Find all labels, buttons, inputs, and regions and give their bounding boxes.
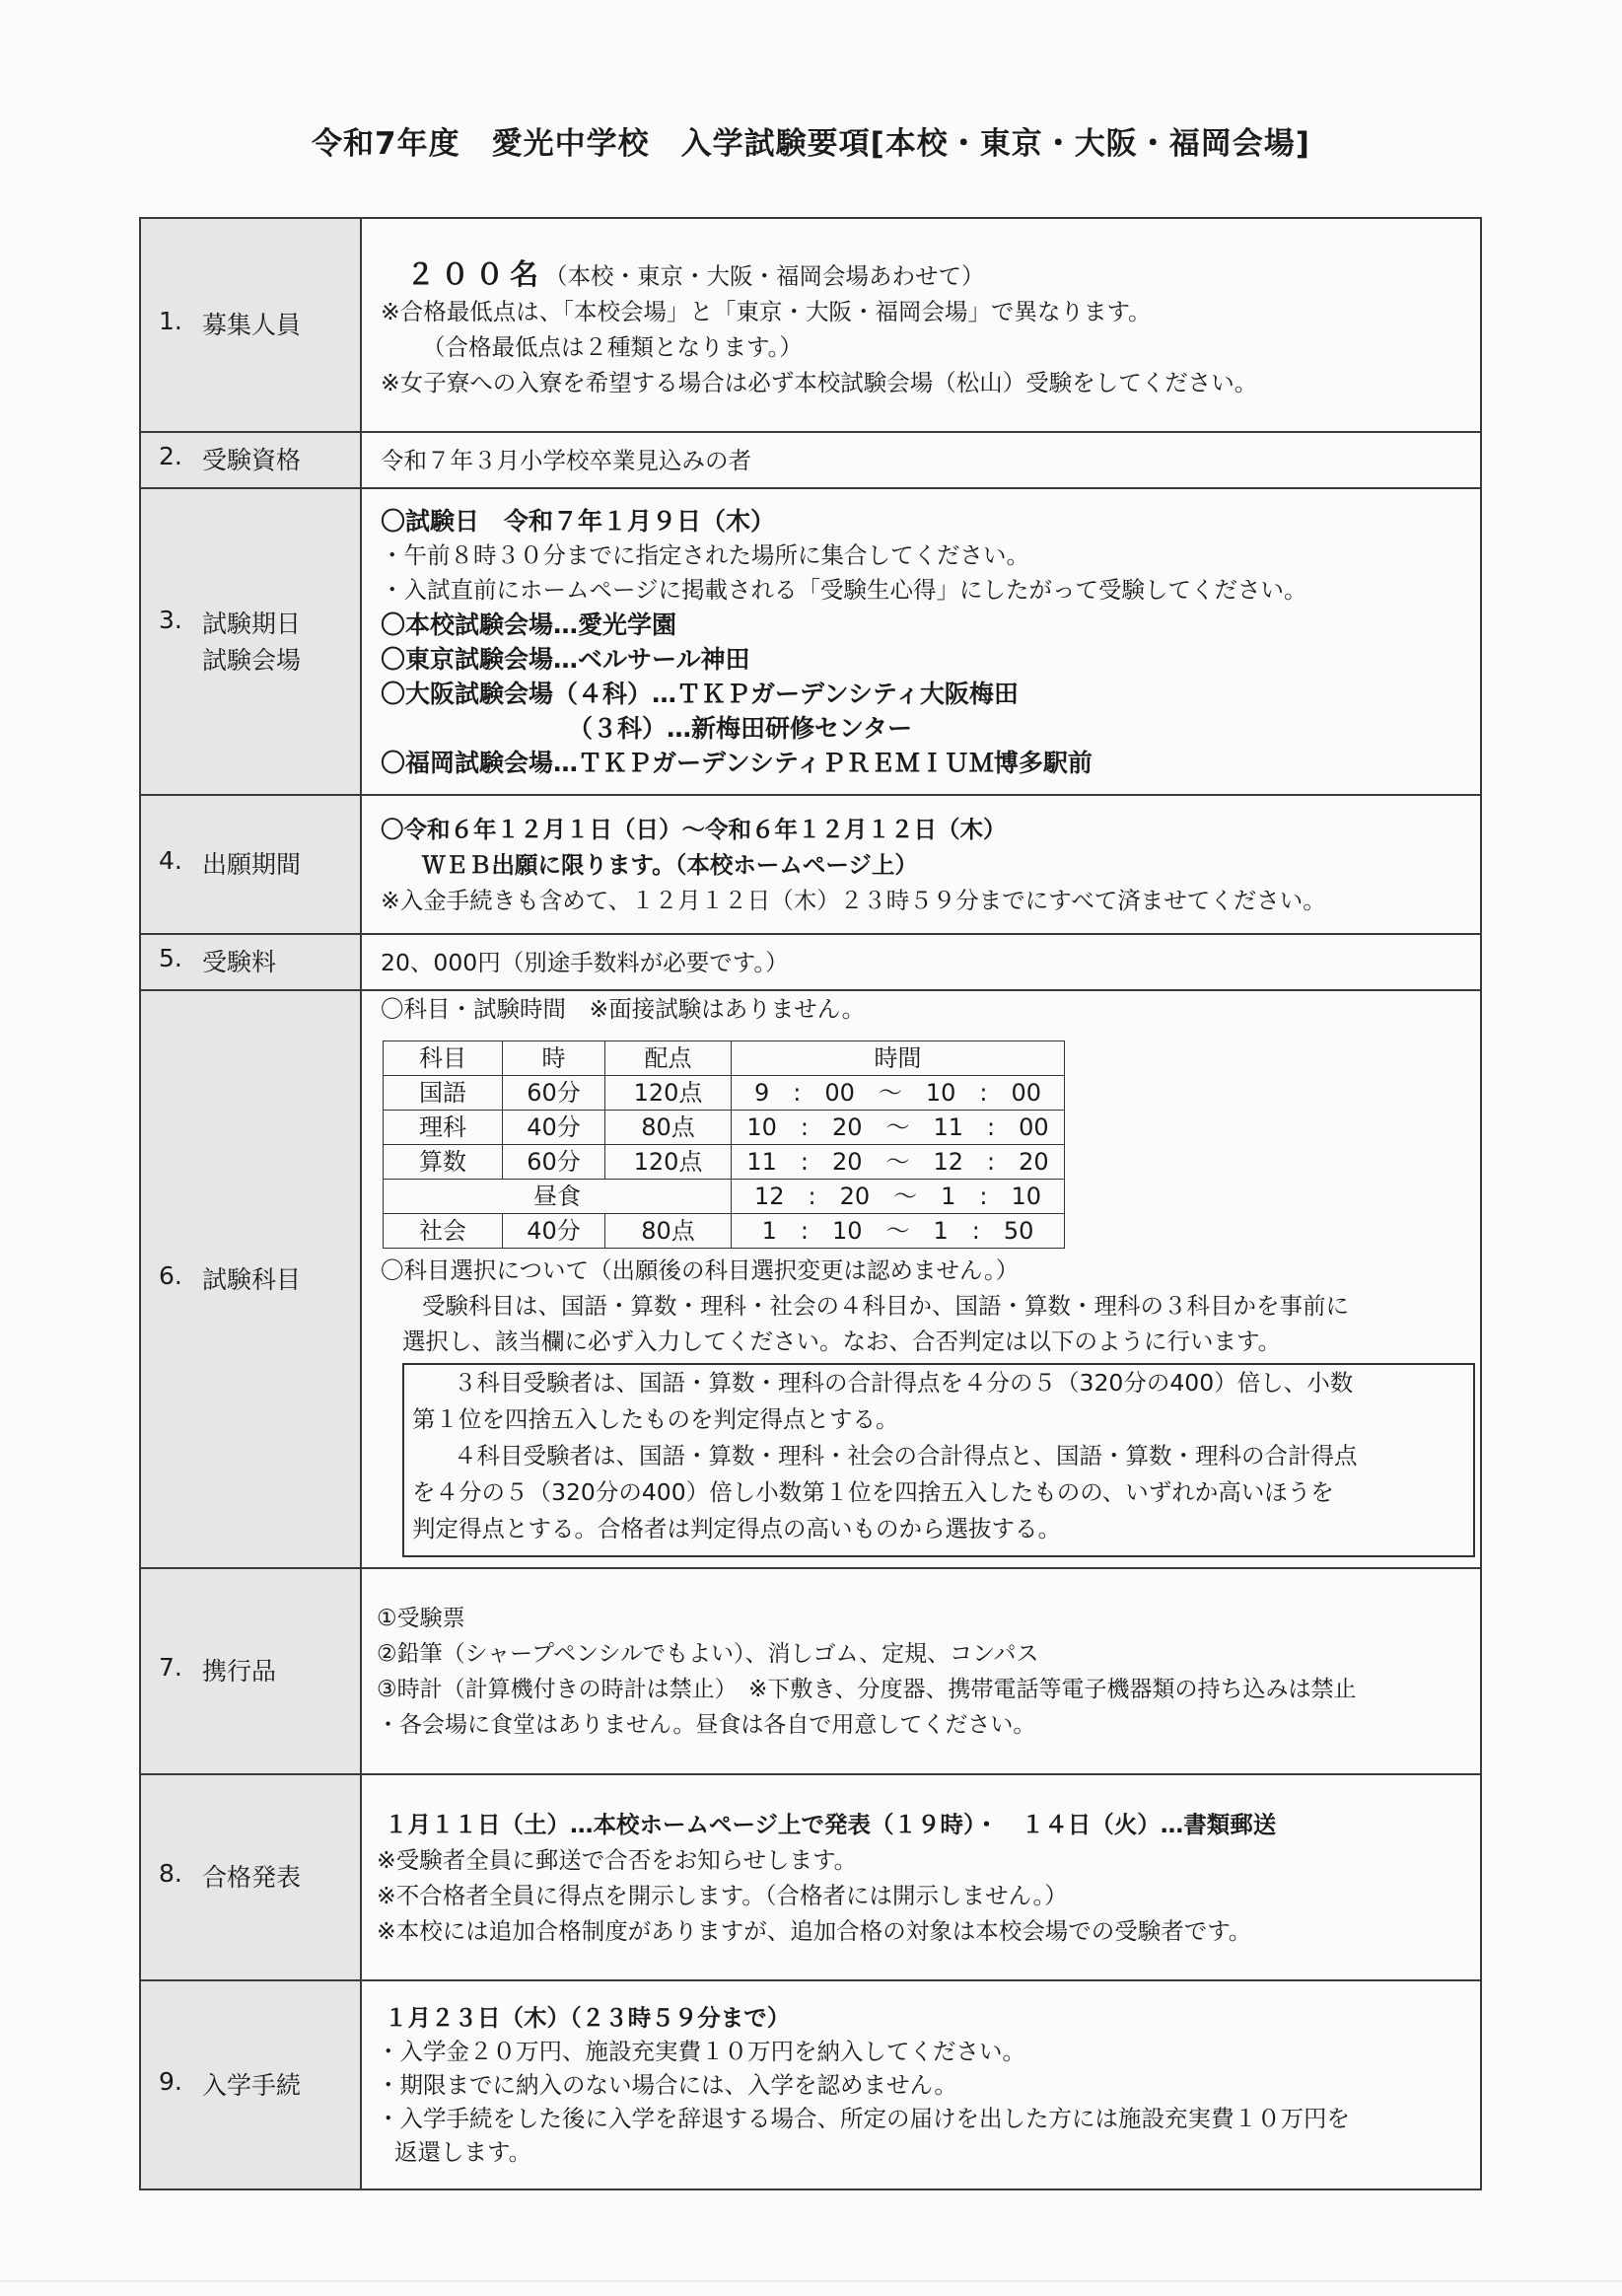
table-cell: 60分 (503, 1145, 605, 1180)
row-label (140, 990, 361, 1568)
table-header-cell: 科目 (384, 1041, 503, 1076)
web-application-note: ＷＥＢ出願に限ります。（本校ホームページ上） (422, 850, 918, 879)
note-line: ※本校には追加合格制度がありますが、追加合格の対象は本校会場での受験者です。 (377, 1916, 1252, 1945)
table-cell: 1 : 10 ～ 1 : 50 (732, 1214, 1065, 1249)
table-cell: 120点 (605, 1076, 732, 1111)
exam-date: 〇試験日 令和７年１月９日（木） (381, 506, 776, 536)
table-cell: 社会 (384, 1214, 503, 1249)
note-line: ※受験者全員に郵送で合否をお知らせします。 (377, 1845, 858, 1874)
row-number: 4. (159, 846, 182, 875)
row-label-text: 試験科目 (202, 1264, 302, 1294)
capacity-number: ２００名 (406, 256, 545, 291)
row-label-text: 募集人員 (202, 311, 302, 339)
row-content: 令和７年３月小学校卒業見込みの者 (361, 432, 1481, 488)
application-period: 〇令和６年１２月１日（日）～令和６年１２月１２日（木） (381, 815, 1007, 843)
table-header-cell: 時間 (732, 1041, 1065, 1076)
note-line: （合格最低点は２種類となります。） (422, 332, 803, 361)
row-enrollment (140, 1980, 1481, 2189)
row-label-text: 受験料 (202, 948, 277, 976)
row-label-text: 合格発表 (202, 1863, 302, 1892)
row-number: 6. (159, 1260, 182, 1290)
row-content (361, 1774, 1481, 1980)
rule-text: 第１位を四捨五入したものを判定得点とする。 (412, 1405, 899, 1433)
selection-text: 受験科目は、国語・算数・理科・社会の４科目か、国語・算数・理科の３科目かを事前に (422, 1292, 1349, 1320)
exam-guideline-table (139, 217, 1482, 2190)
venue-line: 〇福岡試験会場…ＴＫＰガーデンシティＰＲＥＭＩＵＭ博多駅前 (381, 748, 1093, 777)
table-cell: 国語 (384, 1076, 503, 1111)
row-label (140, 1568, 361, 1774)
table-cell: 60分 (503, 1076, 605, 1111)
note-line: ※入金手続きも含めて、１２月１２日（木）２３時５９分までにすべて済ませてください。 (381, 886, 1326, 914)
row-number: 9. (159, 2066, 182, 2096)
subjects-heading: 〇科目・試験時間 ※面接試験はありません。 (381, 995, 866, 1023)
row-number: 8. (159, 1859, 182, 1888)
row-label (140, 1980, 361, 2189)
table-cell: 40分 (503, 1111, 605, 1145)
selection-text: 選択し、該当欄に必ず入力してください。なお、合否判定は以下のように行います。 (402, 1327, 1282, 1355)
table-cell: 理科 (384, 1111, 503, 1145)
table-cell: 80点 (605, 1214, 732, 1249)
table-row (384, 1214, 1065, 1249)
table-cell: 120点 (605, 1145, 732, 1180)
row-label (140, 432, 361, 488)
table-cell: 10 : 20 ～ 11 : 00 (732, 1111, 1065, 1145)
note-line: ・各会場に食堂はありません。昼食は各自で用意してください。 (377, 1711, 1036, 1738)
row-label-text: 試験会場 (202, 645, 302, 675)
rule-text: 判定得点とする。合格者は判定得点の高いものから選抜する。 (412, 1515, 1061, 1543)
row-content (361, 488, 1481, 795)
note-line: ※女子寮への入寮を希望する場合は必ず本校試験会場（松山）受験をしてください。 (381, 368, 1258, 396)
row-label (140, 488, 361, 795)
selection-heading: 〇科目選択について（出願後の科目選択変更は認めません。） (381, 1256, 1020, 1284)
row-label (140, 795, 361, 934)
row-number: 5. (159, 944, 182, 972)
row-belongings (140, 1568, 1481, 1774)
rule-text: ４科目受験者は、国語・算数・理科・社会の合計得点と、国語・算数・理科の合計得点 (454, 1442, 1358, 1470)
row-content (361, 795, 1481, 934)
table-row (384, 1180, 1065, 1214)
row-application-period (140, 795, 1481, 934)
venue-line: （３科）…新梅田研修センター (568, 713, 913, 743)
row-label (140, 1774, 361, 1980)
note-line: ※合格最低点は、「本校会場」と「東京・大阪・福岡会場」で異なります。 (381, 297, 1152, 325)
table-cell: 11 : 20 ～ 12 : 20 (732, 1145, 1065, 1180)
row-recruitment (140, 218, 1481, 432)
table-cell: 40分 (503, 1214, 605, 1249)
table-header-cell: 時 (503, 1041, 605, 1076)
row-content (361, 218, 1481, 432)
rule-text: ３科目受験者は、国語・算数・理科の合計得点を４分の５（320分の400）倍し、小数 (454, 1369, 1354, 1397)
table-cell: 昼食 (384, 1180, 732, 1214)
row-number: 1. (159, 307, 182, 335)
row-number: 7. (159, 1653, 182, 1682)
note-line: ・午前８時３０分までに指定された場所に集合してください。 (381, 540, 1029, 569)
judging-rules-box (402, 1363, 1475, 1557)
row-label-text: 出願期間 (202, 850, 302, 879)
row-label (140, 218, 361, 432)
row-content: 20、000円（別途手数料が必要です。） (361, 934, 1481, 990)
note-line: ・期限までに納入のない場合には、入学を認めません。 (377, 2071, 957, 2099)
row-eligibility (140, 432, 1481, 488)
table-header-cell: 配点 (605, 1041, 732, 1076)
scan-edge (0, 2280, 1622, 2282)
table-row (384, 1111, 1065, 1145)
note-line: ・入学手続をした後に入学を辞退する場合、所定の届けを出した方には施設充実費１０万円を (377, 2105, 1350, 2132)
row-label-text: 受験資格 (202, 446, 302, 474)
subjects-schedule-table (383, 1040, 1065, 1249)
row-content (361, 990, 1481, 1568)
row-number: 3. (159, 605, 182, 634)
row-content (361, 1980, 1481, 2189)
row-number: 2. (159, 442, 182, 470)
note-line: 返還します。 (394, 2138, 532, 2166)
row-label (140, 934, 361, 990)
venue-line: 〇本校試験会場…愛光学園 (381, 610, 677, 639)
table-cell: 算数 (384, 1145, 503, 1180)
note-line: ・入学金２０万円、施設充実費１０万円を納入してください。 (377, 2038, 1025, 2065)
table-cell: 80点 (605, 1111, 732, 1145)
row-label-text: 携行品 (202, 1657, 277, 1686)
row-subjects (140, 990, 1481, 1568)
row-fee (140, 934, 1481, 990)
table-cell: 12 : 20 ～ 1 : 10 (732, 1180, 1065, 1214)
row-date-venue (140, 488, 1481, 795)
row-label-text: 試験期日 (202, 609, 302, 638)
table-header-row (384, 1041, 1065, 1076)
table-row (384, 1076, 1065, 1111)
row-results (140, 1774, 1481, 1980)
venue-line: 〇東京試験会場…ベルサール神田 (381, 644, 750, 674)
note-line: ※不合格者全員に得点を開示します。（合格者には開示しません。） (377, 1881, 1068, 1909)
note-line: ・入試直前にホームページに掲載される「受験生心得」にしたがって受験してください。 (381, 575, 1307, 604)
results-headline: １月１１日（土）…本校ホームページ上で発表（１９時）・ １４日（火）…書類郵送 (385, 1810, 1277, 1838)
row-content (361, 1568, 1481, 1774)
capacity-note: （本校・東京・大阪・福岡会場あわせて） (544, 261, 985, 290)
note-line: ③時計（計算機付きの時計は禁止） ※下敷き、分度器、携帯電話等電子機器類の持ち込みは禁止 (377, 1676, 1357, 1702)
page-title: 令和7年度 愛光中学校 入学試験要項[本校・東京・大阪・福岡会場] (312, 126, 1310, 162)
enrollment-deadline: １月２３日（木）（２３時５９分まで） (385, 2004, 791, 2032)
note-line: ②鉛筆（シャープペンシルでもよい）、消しゴム、定規、コンパス (377, 1640, 1039, 1667)
row-label-text: 入学手続 (202, 2070, 302, 2100)
note-line: ①受験票 (377, 1605, 465, 1631)
rule-text: を４分の５（320分の400）倍し小数第１位を四捨五入したものの、いずれか高いほうを (412, 1478, 1334, 1506)
table-row (384, 1145, 1065, 1180)
table-cell: 9 : 00 ～ 10 : 00 (732, 1076, 1065, 1111)
venue-line: 〇大阪試験会場（４科）…ＴＫＰガーデンシティ大阪梅田 (381, 679, 1019, 708)
